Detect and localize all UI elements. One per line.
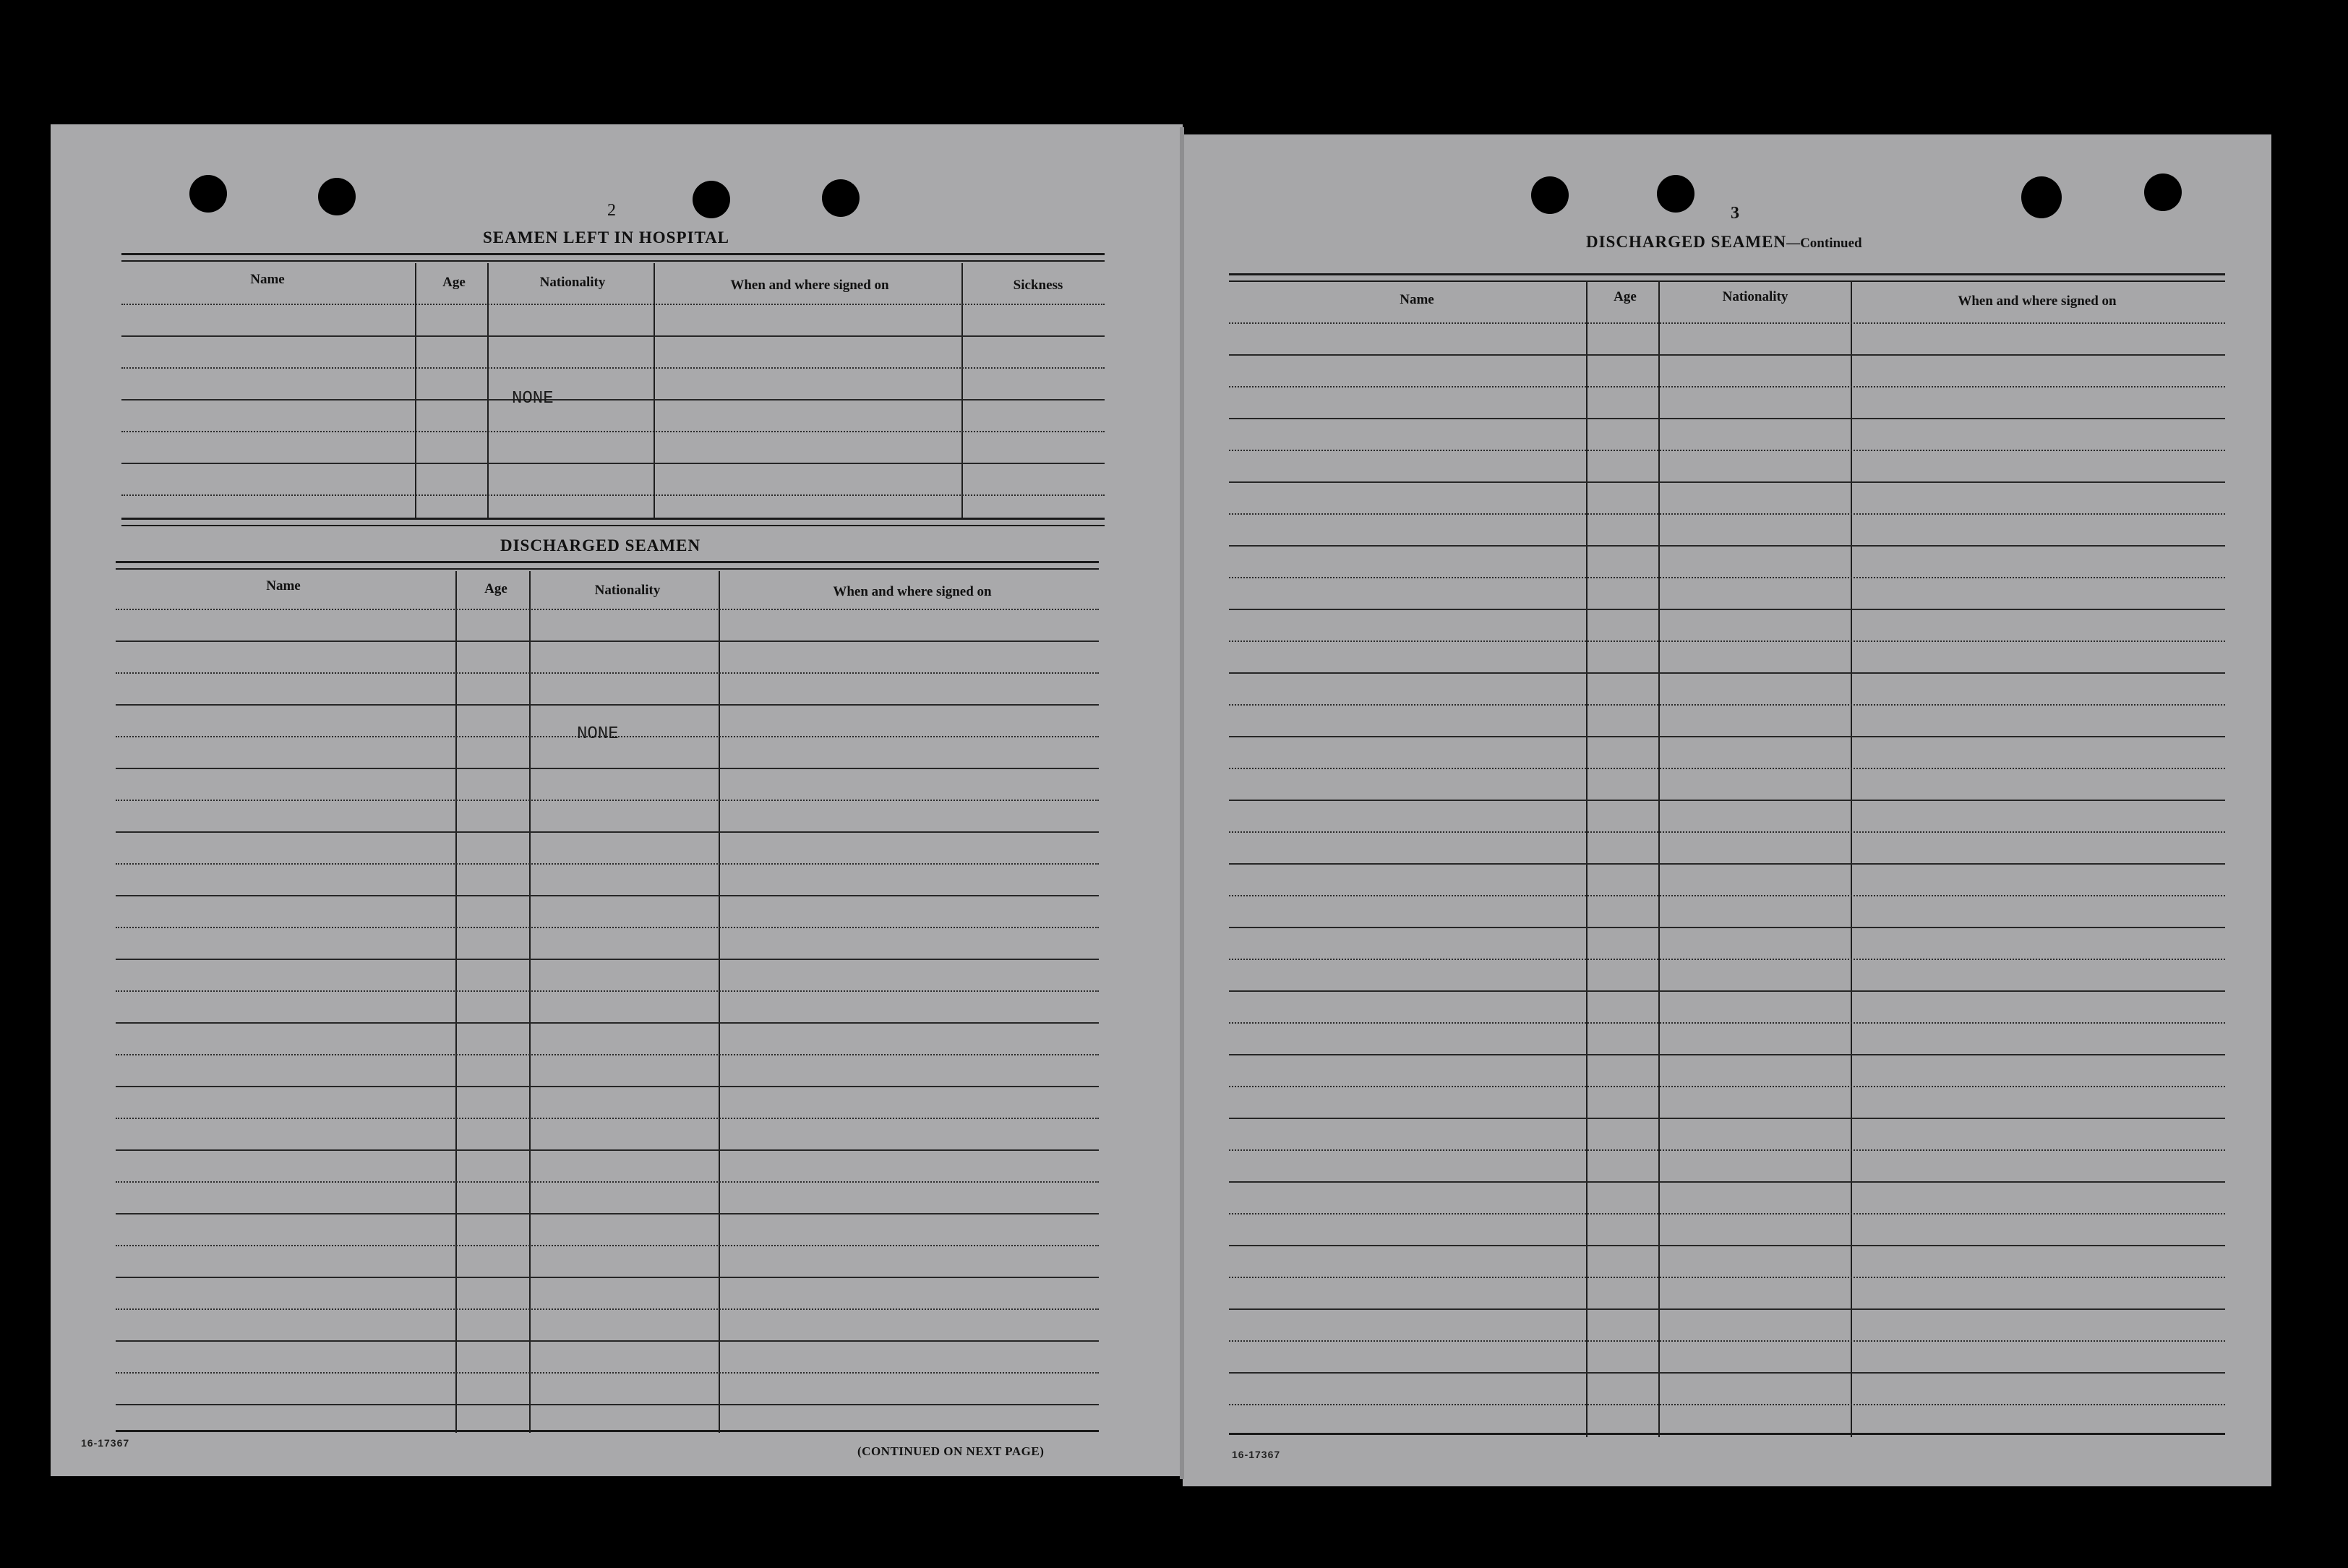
table-row (1229, 1340, 2225, 1342)
table-row (1229, 609, 2225, 610)
table-row (116, 1118, 1099, 1119)
column-divider (415, 263, 416, 519)
form-code-left: 16-17367 (81, 1437, 130, 1449)
table-row (1229, 1213, 2225, 1214)
column-header-sickness: Sickness (1013, 278, 1063, 293)
table-row (116, 1022, 1099, 1024)
column-divider (455, 571, 457, 1433)
table-row (1229, 386, 2225, 387)
table-row (116, 831, 1099, 833)
table-row (1229, 704, 2225, 706)
table-top-rule (1229, 280, 2225, 282)
form-code-right: 16-17367 (1232, 1449, 1281, 1460)
table-row (1229, 1308, 2225, 1310)
table-row (116, 672, 1099, 674)
column-header-nationality: Nationality (1722, 289, 1788, 304)
column-divider (1586, 280, 1588, 1437)
table-row (1229, 1149, 2225, 1151)
table-row (1229, 1118, 2225, 1119)
table-row (116, 990, 1099, 992)
table-row (116, 1340, 1099, 1342)
punch-hole (2021, 176, 2062, 218)
table-row (1229, 831, 2225, 833)
table-row (116, 1245, 1099, 1246)
continued-note: (CONTINUED ON NEXT PAGE) (857, 1444, 1045, 1458)
table-row (121, 463, 1105, 464)
table-row (1229, 641, 2225, 642)
table-row (121, 335, 1105, 337)
table-row (116, 800, 1099, 801)
table-top-rule (116, 561, 1099, 563)
column-header-age: Age (1614, 289, 1637, 304)
table-row (116, 1404, 1099, 1405)
table-bottom-rule (121, 518, 1105, 520)
page-number-left: 2 (607, 201, 616, 220)
column-header-name: Name (250, 272, 285, 287)
column-divider (961, 263, 963, 519)
table-row (116, 1054, 1099, 1055)
table-row (116, 895, 1099, 896)
table-row (1229, 927, 2225, 928)
table-row (1229, 418, 2225, 419)
hospital-entry-none: NONE (512, 389, 554, 408)
table-row (116, 1308, 1099, 1310)
table-row (1229, 895, 2225, 896)
hospital-section-title: SEAMEN LEFT IN HOSPITAL (483, 228, 730, 247)
table-bottom-rule (116, 1430, 1099, 1432)
table-row (116, 641, 1099, 642)
table-row (1229, 513, 2225, 515)
table-row (116, 1372, 1099, 1374)
discharged-table-right (1229, 273, 2225, 1439)
column-header-name: Name (266, 578, 301, 594)
hospital-table (121, 253, 1105, 528)
discharged-section-title: DISCHARGED SEAMEN (500, 536, 701, 554)
table-top-rule (1229, 273, 2225, 275)
table-row (1229, 990, 2225, 992)
page-fold (1180, 127, 1184, 1479)
title-continued: —Continued (1786, 236, 1862, 251)
table-row (1229, 1054, 2225, 1055)
table-row (116, 1149, 1099, 1151)
table-row (1229, 672, 2225, 674)
discharged-entry-none: NONE (577, 724, 619, 744)
table-row (116, 1213, 1099, 1214)
table-top-rule (116, 568, 1099, 570)
table-row (1229, 736, 2225, 737)
table-row (116, 927, 1099, 928)
table-row (1229, 1245, 2225, 1246)
punch-hole (318, 178, 356, 215)
column-header-signed-on: When and where signed on (1958, 294, 2117, 309)
table-row (121, 304, 1105, 305)
table-row (121, 494, 1105, 496)
table-top-rule (121, 260, 1105, 262)
discharged-table-left (116, 561, 1099, 1436)
table-row (1229, 800, 2225, 801)
table-row (1229, 1277, 2225, 1278)
table-row (121, 431, 1105, 432)
table-row (116, 1277, 1099, 1278)
column-divider (719, 571, 720, 1433)
table-row (116, 863, 1099, 865)
column-header-age: Age (442, 275, 466, 290)
punch-hole (189, 175, 227, 213)
table-row (1229, 545, 2225, 547)
column-header-name: Name (1400, 292, 1434, 307)
punch-hole (2144, 173, 2182, 211)
column-divider (1658, 280, 1660, 1437)
table-row (1229, 1086, 2225, 1087)
table-bottom-rule (1229, 1433, 2225, 1435)
page-number-right: 3 (1731, 204, 1739, 223)
table-row (116, 768, 1099, 769)
discharged-continued-title (1586, 233, 1862, 252)
punch-hole (693, 181, 730, 218)
table-row (116, 704, 1099, 706)
table-row (1229, 959, 2225, 960)
column-divider (487, 263, 489, 519)
table-row (116, 959, 1099, 960)
table-row (116, 1181, 1099, 1183)
column-header-signed-on: When and where signed on (730, 278, 889, 293)
table-row (121, 399, 1105, 400)
column-header-age: Age (484, 581, 507, 596)
punch-hole (1657, 175, 1694, 213)
table-row (1229, 1022, 2225, 1024)
table-row (116, 609, 1099, 610)
table-row (1229, 1404, 2225, 1405)
table-row (1229, 1372, 2225, 1374)
table-row (1229, 481, 2225, 483)
table-row (1229, 354, 2225, 356)
column-header-nationality: Nationality (539, 275, 606, 290)
column-header-nationality: Nationality (594, 583, 661, 598)
punch-hole (822, 179, 860, 217)
title-main: DISCHARGED SEAMEN (1586, 233, 1787, 251)
table-row (1229, 863, 2225, 865)
table-row (1229, 450, 2225, 451)
table-row (121, 367, 1105, 369)
column-divider (1851, 280, 1852, 1437)
table-row (1229, 322, 2225, 324)
column-divider (529, 571, 531, 1433)
column-header-signed-on: When and where signed on (833, 584, 992, 599)
table-row (1229, 768, 2225, 769)
column-divider (654, 263, 655, 519)
table-row (116, 1086, 1099, 1087)
punch-hole (1531, 176, 1569, 214)
table-top-rule (121, 253, 1105, 255)
table-row (1229, 1181, 2225, 1183)
table-row (1229, 577, 2225, 578)
table-bottom-rule (121, 525, 1105, 526)
